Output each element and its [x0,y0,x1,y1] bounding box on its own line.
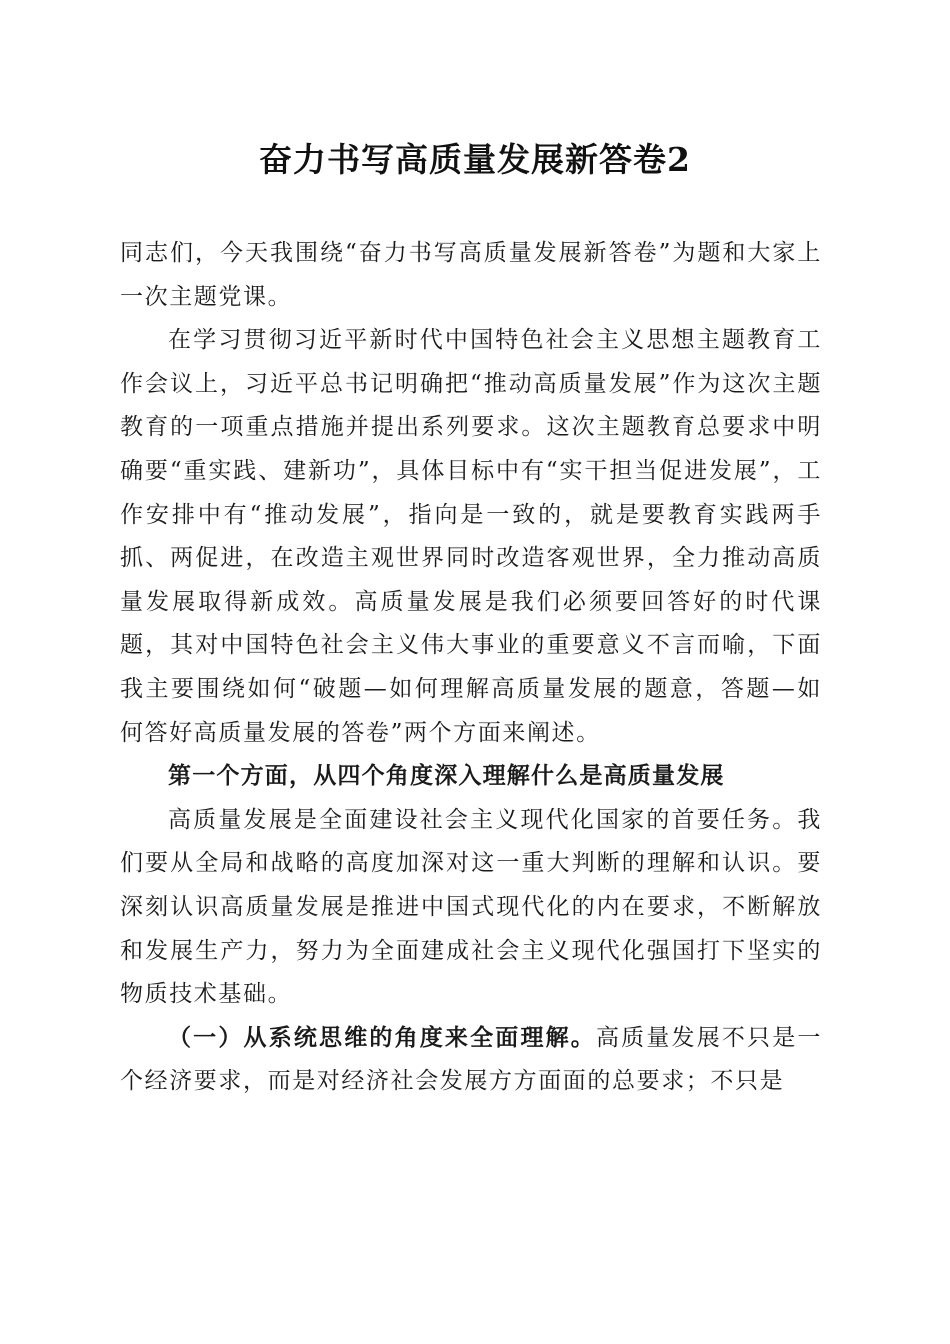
paragraph-background: 在学习贯彻习近平新时代中国特色社会主义思想主题教育工作会议上，习近平总书记明确把“推动高质量发展”作为这次主题教育的一项重点措施并提出系列要求。这次主题教育总要求中明确要“重实践、建新功”，具体目标中有“实干担当促进发展”，工作安排中有“推动发展”，指向是一致的，就是要教育实践两手抓、两促进，在改造主观世界同时改造客观世界，全力推动高质量发展取得新成效。高质量发展是我们必须要回答好的时代课题，其对中国特色社会主义伟大事业的重要意义不言而喻，下面我主要围绕如何“破题—如何理解高质量发展的题意，答题—如何答好高质量发展的答卷”两个方面来阐述。 [120,327,822,746]
paragraph-opening: 同志们，今天我围绕“奋力书写高质量发展新答卷”为题和大家上一次主题党课。 [120,240,822,310]
paragraph-overview: 高质量发展是全面建设社会主义现代化国家的首要任务。我们要从全局和战略的高度加深对这一重大判断的理解和认识。要深刻认识高质量发展是推进中国式现代化的内在要求，不断解放和发展生产力，努力为全面建成社会主义现代化强国打下坚实的物质技术基础。 [120,806,822,1008]
point-1-lead: （一）从系统思维的角度来全面理解。 [168,1024,596,1051]
document-title: 奋力书写高质量发展新答卷2 [259,140,691,179]
point-1-text: 高质量发展不只是一个经济要求，而是对经济社会发展方方面面的总要求；不只是 [120,1024,823,1095]
document-body [120,232,822,1104]
paragraph-point-1 [120,1017,822,1104]
section-heading-1: 第一个方面，从四个角度深入理解什么是高质量发展 [168,763,725,790]
